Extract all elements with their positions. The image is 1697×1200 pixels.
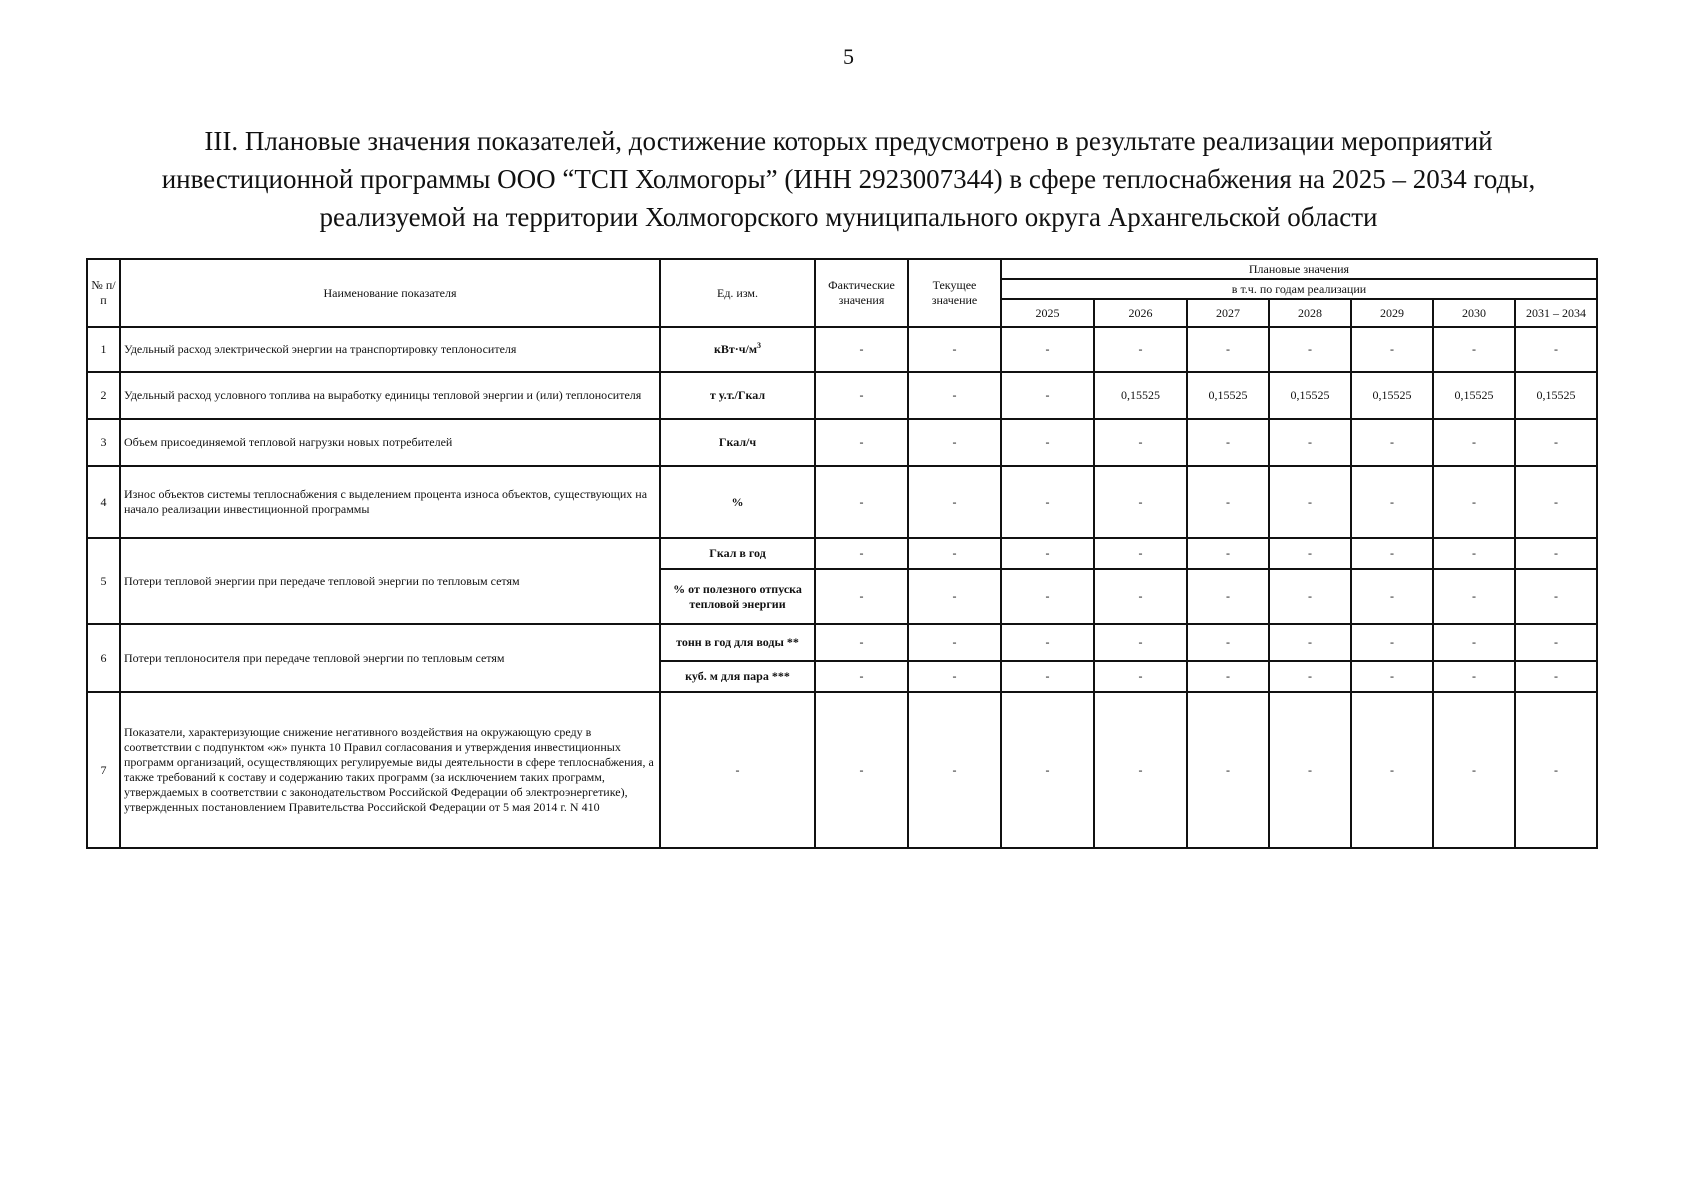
row-value: - bbox=[1351, 624, 1433, 661]
row-value: - bbox=[1433, 327, 1515, 372]
row-actual: - bbox=[815, 569, 908, 624]
row-value: - bbox=[1187, 327, 1269, 372]
unit-text: кВт·ч/м bbox=[713, 342, 758, 356]
row-actual: - bbox=[815, 327, 908, 372]
row-value: - bbox=[1094, 624, 1187, 661]
row-value: - bbox=[1351, 692, 1433, 848]
table-row bbox=[87, 372, 1597, 419]
header-year: 2030 bbox=[1433, 299, 1515, 327]
row-value: - bbox=[1515, 661, 1597, 692]
row-actual: - bbox=[815, 692, 908, 848]
row-value: - bbox=[1269, 661, 1351, 692]
row-value: - bbox=[1433, 569, 1515, 624]
header-by-years: в т.ч. по годам реализации bbox=[1001, 279, 1597, 299]
row-name: Потери теплоносителя при передаче тепловой энергии по тепловым сетям bbox=[120, 624, 660, 692]
row-current: - bbox=[908, 466, 1001, 538]
row-value: 0,15525 bbox=[1433, 372, 1515, 419]
header-planned: Плановые значения bbox=[1001, 259, 1597, 279]
row-current: - bbox=[908, 372, 1001, 419]
row-value: - bbox=[1351, 661, 1433, 692]
row-num: 4 bbox=[87, 466, 120, 538]
row-value: - bbox=[1433, 624, 1515, 661]
row-name: Потери тепловой энергии при передаче тепловой энергии по тепловым сетям bbox=[120, 538, 660, 624]
row-value: - bbox=[1094, 538, 1187, 569]
row-value: - bbox=[1187, 692, 1269, 848]
row-value: - bbox=[1351, 466, 1433, 538]
row-value: - bbox=[1515, 327, 1597, 372]
title-line-3: реализуемой на территории Холмогорского муниципального округа Архангельской области bbox=[319, 202, 1378, 232]
row-actual: - bbox=[815, 624, 908, 661]
row-value: - bbox=[1515, 538, 1597, 569]
row-value: - bbox=[1001, 372, 1094, 419]
row-value: - bbox=[1351, 538, 1433, 569]
row-actual: - bbox=[815, 661, 908, 692]
row-actual: - bbox=[815, 466, 908, 538]
row-value: - bbox=[1001, 538, 1094, 569]
unit-superscript: 3 bbox=[757, 341, 762, 350]
row-value: - bbox=[1515, 692, 1597, 848]
row-value: - bbox=[1187, 419, 1269, 466]
table-row bbox=[87, 466, 1597, 538]
title-line-2: инвестиционной программы ООО “ТСП Холмогоры” (ИНН 2923007344) в сфере теплоснабжения на 2025 – 2034 годы, bbox=[161, 164, 1536, 194]
row-value: - bbox=[1187, 624, 1269, 661]
header-year: 2027 bbox=[1187, 299, 1269, 327]
row-name: Удельный расход условного топлива на выработку единицы тепловой энергии и (или) теплоносителя bbox=[120, 372, 660, 419]
row-value: - bbox=[1094, 661, 1187, 692]
row-value: - bbox=[1433, 466, 1515, 538]
row-current: - bbox=[908, 624, 1001, 661]
row-num: 3 bbox=[87, 419, 120, 466]
header-actual: Фактические значения bbox=[815, 259, 908, 327]
row-unit: тонн в год для воды ** bbox=[660, 624, 815, 661]
row-value: - bbox=[1187, 569, 1269, 624]
header-row-1 bbox=[87, 259, 1597, 279]
row-value: - bbox=[1433, 692, 1515, 848]
row-value: - bbox=[1351, 419, 1433, 466]
row-value: - bbox=[1094, 327, 1187, 372]
header-year: 2029 bbox=[1351, 299, 1433, 327]
row-unit: Гкал/ч bbox=[660, 419, 815, 466]
header-current: Текущее значение bbox=[908, 259, 1001, 327]
table-row bbox=[87, 692, 1597, 848]
row-value: 0,15525 bbox=[1094, 372, 1187, 419]
row-value: - bbox=[1001, 692, 1094, 848]
row-value: - bbox=[1001, 624, 1094, 661]
row-unit: Гкал в год bbox=[660, 538, 815, 569]
table-row bbox=[87, 538, 1597, 569]
row-unit: куб. м для пара *** bbox=[660, 661, 815, 692]
row-unit: - bbox=[660, 692, 815, 848]
row-value: - bbox=[1269, 692, 1351, 848]
row-name: Износ объектов системы теплоснабжения с выделением процента износа объектов, существующих на начало реализации инвестиционной программы bbox=[120, 466, 660, 538]
header-unit: Ед. изм. bbox=[660, 259, 815, 327]
row-name: Объем присоединяемой тепловой нагрузки новых потребителей bbox=[120, 419, 660, 466]
row-actual: - bbox=[815, 538, 908, 569]
row-value: - bbox=[1187, 466, 1269, 538]
row-value: - bbox=[1001, 327, 1094, 372]
page-number: 5 bbox=[843, 44, 854, 69]
section-title bbox=[60, 122, 1637, 236]
row-value: - bbox=[1269, 624, 1351, 661]
header-name: Наименование показателя bbox=[120, 259, 660, 327]
row-value: - bbox=[1001, 466, 1094, 538]
table-row bbox=[87, 327, 1597, 372]
row-value: - bbox=[1269, 569, 1351, 624]
row-value: - bbox=[1001, 661, 1094, 692]
row-num: 5 bbox=[87, 538, 120, 624]
header-year: 2025 bbox=[1001, 299, 1094, 327]
row-value: - bbox=[1515, 624, 1597, 661]
row-actual: - bbox=[815, 372, 908, 419]
row-value: - bbox=[1094, 569, 1187, 624]
row-value: - bbox=[1269, 327, 1351, 372]
header-year: 2031 – 2034 bbox=[1515, 299, 1597, 327]
row-value: 0,15525 bbox=[1515, 372, 1597, 419]
row-num: 6 bbox=[87, 624, 120, 692]
row-value: 0,15525 bbox=[1187, 372, 1269, 419]
title-line-1: III. Плановые значения показателей, достижение которых предусмотрено в результате реализации мероприятий bbox=[204, 126, 1493, 156]
table-row bbox=[87, 419, 1597, 466]
row-value: 0,15525 bbox=[1269, 372, 1351, 419]
row-value: - bbox=[1351, 327, 1433, 372]
row-value: - bbox=[1515, 466, 1597, 538]
row-unit: т у.т./Гкал bbox=[660, 372, 815, 419]
row-value: - bbox=[1187, 538, 1269, 569]
row-value: 0,15525 bbox=[1351, 372, 1433, 419]
row-value: - bbox=[1094, 466, 1187, 538]
row-current: - bbox=[908, 569, 1001, 624]
table-row bbox=[87, 624, 1597, 661]
row-value: - bbox=[1269, 538, 1351, 569]
header-year: 2028 bbox=[1269, 299, 1351, 327]
row-value: - bbox=[1433, 419, 1515, 466]
row-value: - bbox=[1269, 466, 1351, 538]
row-num: 2 bbox=[87, 372, 120, 419]
row-value: - bbox=[1515, 419, 1597, 466]
row-unit: % от полезного отпуска тепловой энергии bbox=[660, 569, 815, 624]
row-name: Показатели, характеризующие снижение негативного воздействия на окружающую среду в соответствии с подпунктом «ж» пункта 10 Правил согласования и утверждения инвестиционных программ организаций, осуществляющих регулируемые виды деятельности в сфере теплоснабжения, а также требований к составу и содержанию таких программ (за исключением таких программ, утверждаемых в соответствии с законодательством Российской Федерации об электроэнергетике), утвержденных постановлением Правительства Российской Федерации от 5 мая 2014 г. N 410 bbox=[120, 692, 660, 848]
row-actual: - bbox=[815, 419, 908, 466]
row-unit bbox=[660, 327, 815, 372]
row-value: - bbox=[1433, 661, 1515, 692]
row-value: - bbox=[1001, 419, 1094, 466]
row-num: 1 bbox=[87, 327, 120, 372]
row-value: - bbox=[1433, 538, 1515, 569]
row-value: - bbox=[1187, 661, 1269, 692]
indicators-table bbox=[86, 258, 1598, 849]
row-current: - bbox=[908, 538, 1001, 569]
row-value: - bbox=[1001, 569, 1094, 624]
row-current: - bbox=[908, 661, 1001, 692]
header-year: 2026 bbox=[1094, 299, 1187, 327]
row-current: - bbox=[908, 692, 1001, 848]
row-value: - bbox=[1269, 419, 1351, 466]
row-num: 7 bbox=[87, 692, 120, 848]
row-value: - bbox=[1351, 569, 1433, 624]
row-value: - bbox=[1094, 692, 1187, 848]
row-unit: % bbox=[660, 466, 815, 538]
header-num: № п/п bbox=[87, 259, 120, 327]
row-value: - bbox=[1094, 419, 1187, 466]
row-current: - bbox=[908, 419, 1001, 466]
row-value: - bbox=[1515, 569, 1597, 624]
row-current: - bbox=[908, 327, 1001, 372]
row-name: Удельный расход электрической энергии на транспортировку теплоносителя bbox=[120, 327, 660, 372]
